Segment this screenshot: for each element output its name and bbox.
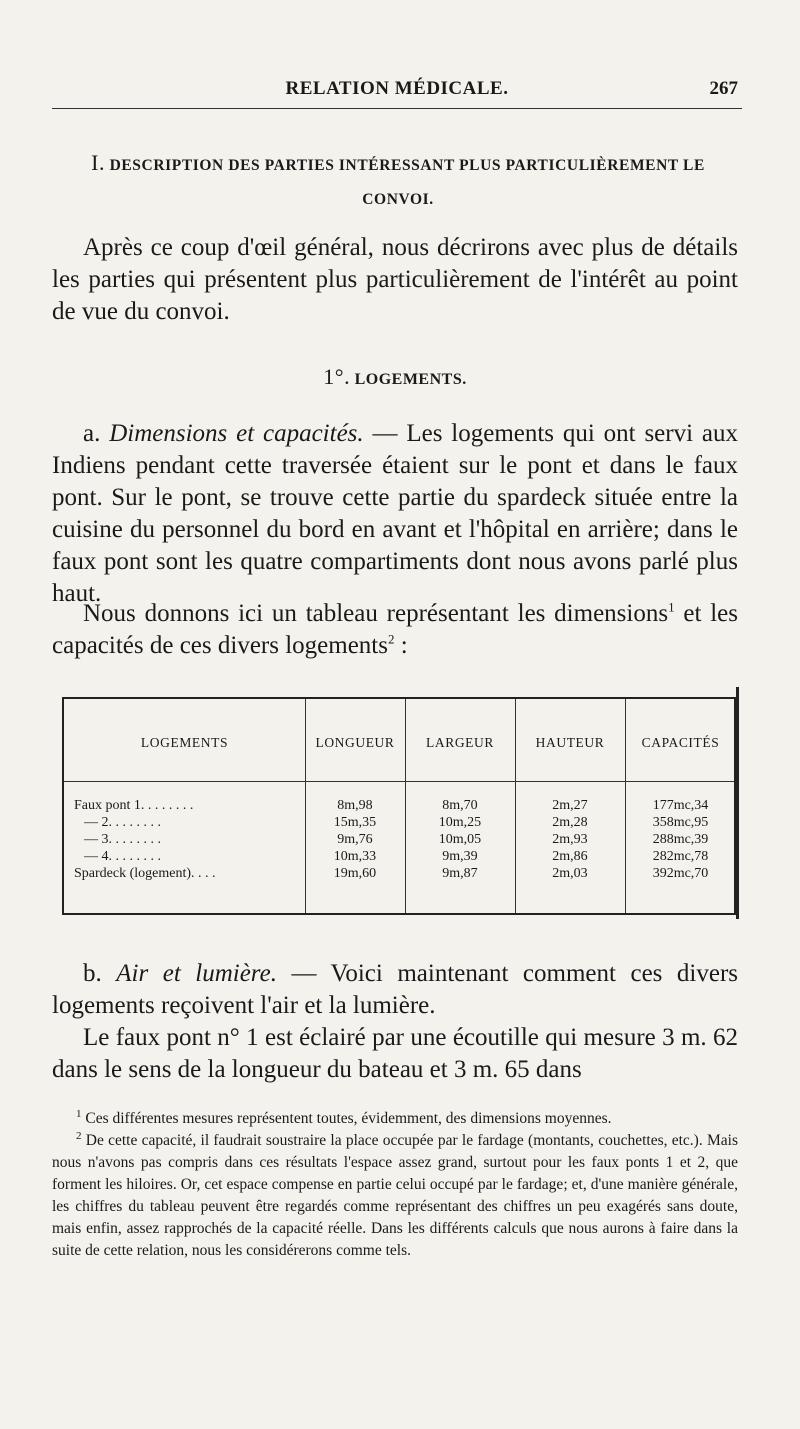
dimensions-table <box>62 697 736 915</box>
table-intro-text-c: : <box>394 632 408 659</box>
row-label: Spardeck (logement). . . . <box>74 866 216 881</box>
header-title: RELATION MÉDICALE. <box>285 78 509 99</box>
paragraph-intro: Après ce coup d'œil général, nous décrirons avec plus de détails les parties qui présentent plus particulièrement de l'intérêt au point de vue du convoi. <box>52 234 738 325</box>
paragraph-table-intro <box>52 598 738 662</box>
row-label: Faux pont 1. . . . . . . . <box>74 798 194 813</box>
section-heading <box>58 146 738 217</box>
cell-hauteur: 2m,28 <box>552 815 588 830</box>
footnote-text: De cette capacité, il faudrait soustraire la place occupée par le fardage (montants, couchettes, etc.). Mais nous n'avons pas compris dans ces résultats l'espace assez grand, surtout pour les faux ponts 1 et 2, que forment les hiloires. Or, cet espace compense en partie celui occupé par le fardage; et, d'une manière générale, les chiffres du tableau peuvent être regardés comme représentant des chiffres un peu exagérés sans doute, mais enfin, assez rapprochés de la capacité réelle. Dans les différents calculs que nous aurons à faire dans la suite de cette relation, nous les considérerons comme tels. <box>52 1132 738 1259</box>
paragraph-title-air: Air et lumière. <box>116 960 277 987</box>
cell-longueur: 15m,35 <box>333 815 377 830</box>
cell-capacite: 288mc,39 <box>652 832 709 847</box>
footnote-text: Ces différentes mesures représentent toutes, évidemment, des dimensions moyennes. <box>85 1110 612 1127</box>
paragraph-dimensions <box>52 418 738 610</box>
footnotes <box>52 1108 738 1262</box>
cell-largeur: 10m,25 <box>438 815 482 830</box>
header-rule <box>64 781 734 782</box>
cell-largeur: 9m,87 <box>442 866 478 881</box>
footnote-2 <box>52 1130 738 1262</box>
cell-largeur: 8m,70 <box>442 798 478 813</box>
cell-hauteur: 2m,27 <box>552 798 588 813</box>
row-label: — 2. . . . . . . . <box>84 815 161 830</box>
column-header-hauteur: HAUTEUR <box>535 735 605 750</box>
cell-longueur: 10m,33 <box>333 849 377 864</box>
running-header <box>52 78 742 109</box>
paragraph-text-dimensions: — Les logements qui ont servi aux Indiens pendant cette traversée étaient sur le pont et dans le faux pont. Sur le pont, se trouve cette partie du spardeck située entre la cuisine du personnel du bord en avant et l'hôpital en arrière; dans le faux pont sont les quatre compartiments dont nous avons parlé plus haut. <box>52 420 738 607</box>
cell-capacite: 358mc,95 <box>652 815 709 830</box>
footnote-ref-1: 1 <box>668 599 675 615</box>
row-label: — 4. . . . . . . . <box>84 849 161 864</box>
cell-hauteur: 2m,86 <box>552 849 588 864</box>
cell-hauteur: 2m,03 <box>552 866 588 881</box>
paragraph-label-a: a. <box>83 420 101 447</box>
cell-longueur: 19m,60 <box>333 866 377 881</box>
cell-longueur: 8m,98 <box>337 798 373 813</box>
row-label: — 3. . . . . . . . <box>84 832 161 847</box>
column-header-capacites: CAPACITÉS <box>641 735 720 750</box>
section-title: DESCRIPTION DES PARTIES INTÉRESSANT PLUS PARTICULIÈREMENT LE CONVOI. <box>109 157 705 208</box>
section-number: I. <box>91 150 106 175</box>
cell-capacite: 392mc,70 <box>652 866 709 881</box>
column-header-longueur: LONGUEUR <box>315 735 395 750</box>
cell-capacite: 282mc,78 <box>652 849 709 864</box>
column-header-largeur: LARGEUR <box>426 735 494 750</box>
cell-capacite: 177mc,34 <box>652 798 709 813</box>
footnote-ref-2: 2 <box>387 631 395 647</box>
column-header-logements: LOGEMENTS <box>140 735 229 750</box>
paragraph-text-air: — Voici maintenant comment ces divers logements reçoivent l'air et la lumière. <box>52 960 738 1019</box>
cell-largeur: 9m,39 <box>442 849 478 864</box>
footnote-mark: 1 <box>76 1107 82 1120</box>
table-intro-text-a: Nous donnons ici un tableau représentant les dimensions <box>83 600 669 627</box>
subsection-title: LOGEMENTS. <box>354 371 467 388</box>
footnote-1 <box>52 1108 738 1130</box>
page-number: 267 <box>709 78 738 99</box>
footnote-mark: 2 <box>76 1129 82 1142</box>
paragraph-label-b: b. <box>83 960 102 987</box>
paragraph-air <box>52 958 738 1022</box>
paragraph-faux-pont: Le faux pont n° 1 est éclairé par une écoutille qui mesure 3 m. 62 dans le sens de la longueur du bateau et 3 m. 65 dans <box>52 1024 738 1083</box>
cell-hauteur: 2m,93 <box>552 832 588 847</box>
cell-largeur: 10m,05 <box>438 832 482 847</box>
paragraph-title-dimensions: Dimensions et capacités. <box>109 420 364 447</box>
table-intro-text-b: et les capacités de ces divers logements <box>52 600 738 659</box>
subsection-heading <box>52 364 738 390</box>
subsection-ordinal: 1°. <box>323 364 351 389</box>
cell-longueur: 9m,76 <box>337 832 373 847</box>
